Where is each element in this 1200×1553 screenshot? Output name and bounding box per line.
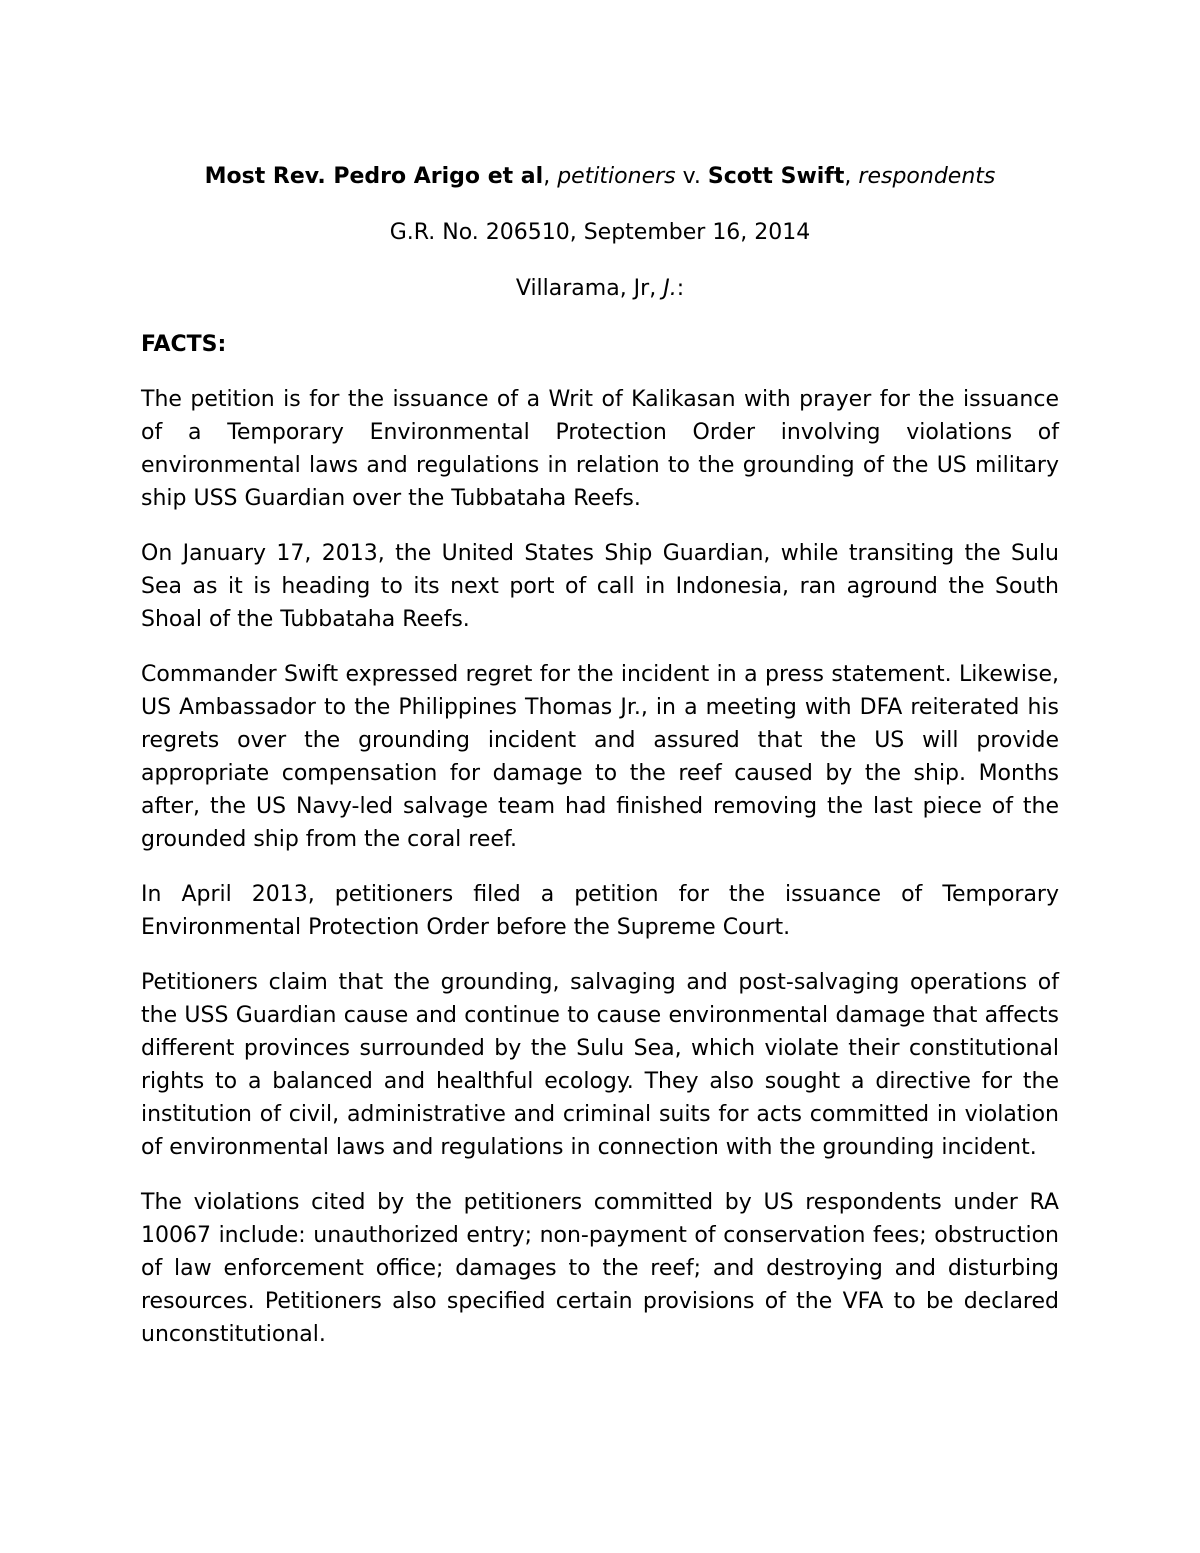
caption-separator: ,: [543, 164, 558, 189]
caption-versus: v.: [675, 164, 708, 189]
facts-paragraph: On January 17, 2013, the United States Ship Guardian, while transiting the Sulu Sea as it is heading to its next port of call in Indonesia, ran aground the South Shoal of the Tubbataha Reefs.: [141, 541, 1059, 632]
facts-heading: FACTS:: [141, 332, 227, 357]
petitioner-name: Most Rev. Pedro Arigo et al: [204, 164, 544, 189]
caption-separator: ,: [844, 164, 859, 189]
facts-paragraph: The violations cited by the petitioners committed by US respondents under RA 10067 include: unauthorized entry; non-payment of conservation fees; obstruction of law enforcement office; damages to the reef; and destroying and disturbing resources. Petitioners also specified certain provisions of the VFA to be declared unconstitutional.: [141, 1190, 1059, 1347]
facts-paragraph: The petition is for the issuance of a Writ of Kalikasan with prayer for the issuance of a Temporary Environmental Protection Order involving violations of environmental laws and regulations in relation to the grounding of the US military ship USS Guardian over the Tubbataha Reefs.: [141, 387, 1059, 511]
ponente: [141, 272, 1059, 305]
facts-paragraph: Commander Swift expressed regret for the incident in a press statement. Likewise, US Ambassador to the Philippines Thomas Jr., in a meeting with DFA reiterated his regrets over the grounding incident and assured that the US will provide appropriate compensation for damage to the reef caused by the ship. Months after, the US Navy-led salvage team had finished removing the last piece of the grounded ship from the coral reef.: [141, 662, 1059, 852]
document-body: [141, 160, 1059, 1351]
ponente-name: Villarama, Jr,: [515, 276, 664, 301]
ponente-suffix: :: [676, 276, 685, 301]
respondent-role: respondents: [858, 164, 996, 189]
facts-paragraph: Petitioners claim that the grounding, salvaging and post-salvaging operations of the USS Guardian cause and continue to cause environmental damage that affects different provinces surrounded by the Sulu Sea, which violate their constitutional rights to a balanced and healthful ecology. They also sought a directive for the institution of civil, administrative and criminal suits for acts committed in violation of environmental laws and regulations in connection with the grounding incident.: [141, 970, 1059, 1160]
ponente-title: J.: [663, 276, 677, 301]
case-caption: [141, 160, 1059, 193]
respondent-name: Scott Swift: [707, 164, 845, 189]
petitioner-role: petitioners: [557, 164, 676, 189]
docket-number: G.R. No. 206510, September 16, 2014: [389, 220, 811, 245]
facts-paragraph: In April 2013, petitioners filed a petition for the issuance of Temporary Environmental Protection Order before the Supreme Court.: [141, 882, 1059, 940]
